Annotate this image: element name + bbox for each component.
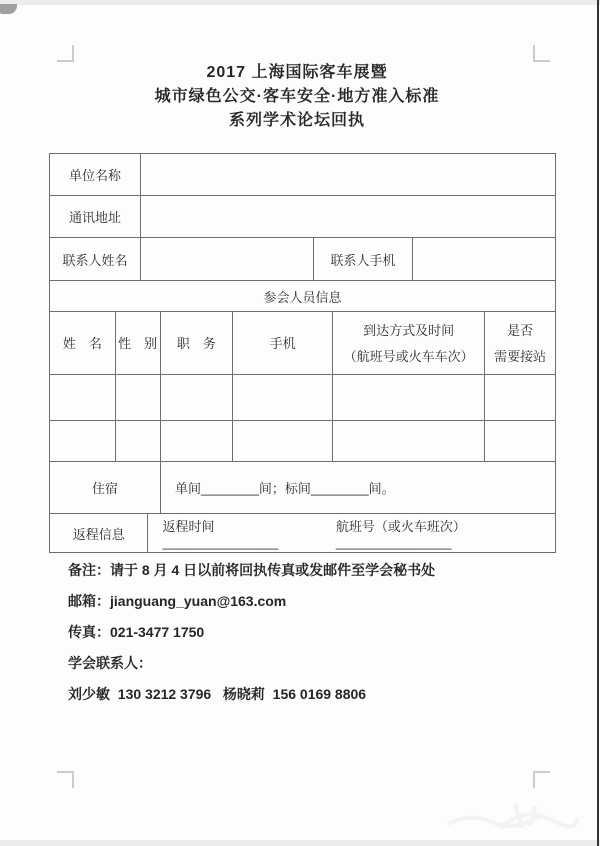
empty-cell (233, 375, 333, 420)
return-time-blank: 返程时间________________ (162, 519, 279, 550)
contact-phone-value-cell (413, 238, 555, 280)
empty-cell (50, 421, 116, 461)
crop-mark-bottom-left (57, 771, 74, 788)
lodging-value-cell: 单间________间；标间________间。 (175, 481, 395, 496)
return-flight-blank: 航班号（或火车班次） ________________ (335, 519, 466, 550)
scan-edge-right-line (597, 0, 599, 846)
crop-mark-top-right (533, 45, 550, 62)
empty-cell (333, 421, 485, 461)
row-contact (50, 238, 555, 281)
crop-mark-bottom-right (533, 771, 550, 788)
empty-cell (116, 375, 161, 420)
note-fax: 传真：021-3477 1750 (68, 624, 205, 640)
empty-cell (233, 421, 333, 461)
note-contacts: 刘少敏 130 3212 3796 杨晓莉 156 0169 8806 (68, 686, 367, 702)
reply-form-table (49, 153, 556, 553)
unit-name-label: 单位名称 (50, 154, 141, 195)
empty-cell (485, 421, 555, 461)
row-participants-section (50, 281, 555, 312)
return-info-label: 返程信息 (50, 514, 148, 552)
note-deadline: 备注：请于 8 月 4 日以前将回执传真或发邮件至学会秘书处 (68, 562, 436, 578)
empty-cell (333, 375, 485, 420)
row-participants-header (50, 312, 555, 375)
address-value-cell (141, 196, 555, 237)
col-header-arrival: 到达方式及时间 （航班号或火车车次） (333, 312, 485, 374)
empty-cell (161, 375, 234, 420)
scan-edge-bottom (0, 840, 600, 846)
row-return-info (50, 514, 555, 552)
footer-notes (68, 562, 435, 717)
contact-phone-label: 联系人手机 (314, 238, 413, 280)
participant-row-empty-1 (50, 375, 555, 421)
title-line-2: 城市绿色公交·客车安全·地方准入标准 (154, 88, 440, 105)
col-header-mobile: 手机 (233, 312, 333, 374)
lodging-label: 住宿 (50, 462, 161, 513)
contact-name-value-cell (141, 238, 314, 280)
title-line-1: 2017 上海国际客车展暨 (206, 64, 388, 81)
col-header-name: 姓 名 (50, 312, 116, 374)
note-contacts-label: 学会联系人： (68, 655, 152, 671)
scan-corner-smudge (0, 4, 17, 14)
row-lodging (50, 462, 555, 514)
empty-cell (485, 375, 555, 420)
unit-name-value-cell (141, 154, 555, 195)
empty-cell (161, 421, 234, 461)
empty-cell (116, 421, 161, 461)
participant-row-empty-2 (50, 421, 555, 462)
watermark (440, 798, 580, 838)
empty-cell (50, 375, 116, 420)
contact-name-label: 联系人姓名 (50, 238, 141, 280)
note-email: 邮箱：jianguang_yuan@163.com (68, 593, 287, 609)
participants-section-title: 参会人员信息 (263, 289, 342, 305)
scan-edge-top (0, 0, 600, 5)
row-address (50, 196, 555, 238)
row-unit-name (50, 154, 555, 196)
crop-mark-top-left (57, 45, 74, 62)
address-label: 通讯地址 (50, 196, 141, 237)
document-title (0, 61, 594, 133)
col-header-position: 职 务 (161, 312, 234, 374)
col-header-gender: 性 别 (116, 312, 161, 374)
return-info-value-cell (148, 514, 555, 552)
col-header-pickup: 是否 需要接站 (494, 322, 547, 364)
title-line-3: 系列学术论坛回执 (228, 112, 365, 129)
